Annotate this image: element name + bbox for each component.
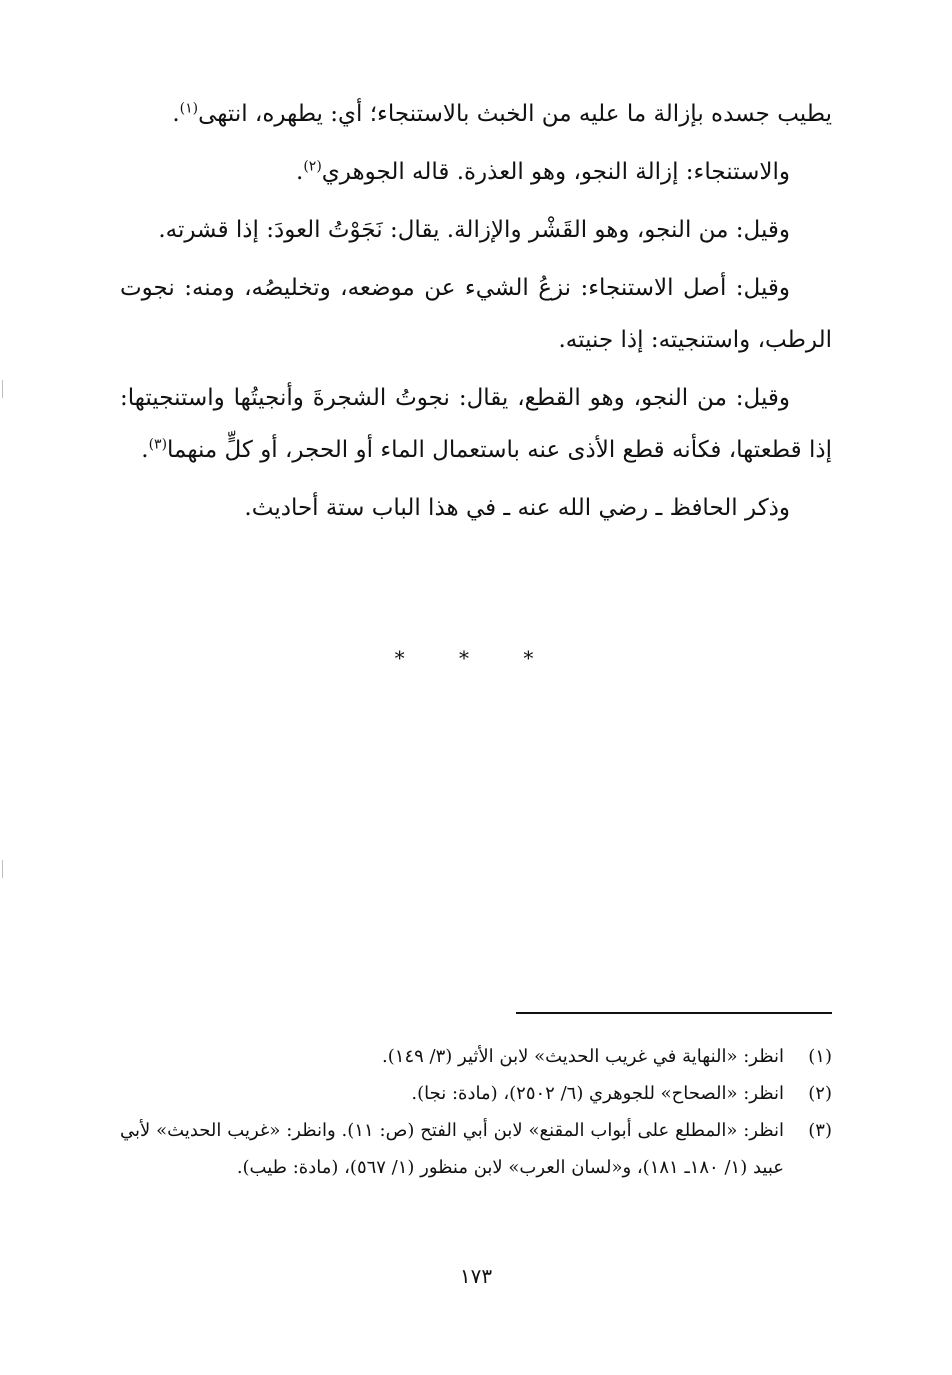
footnote-reference[interactable]: (٢) bbox=[303, 158, 322, 175]
paragraph bbox=[120, 204, 832, 256]
footnote-text: انظر: «النهاية في غريب الحديث» لابن الأثير (٣/ ١٤٩). bbox=[382, 1046, 784, 1067]
footnote-divider bbox=[516, 1012, 832, 1014]
footnote-text: انظر: «الصحاح» للجوهري (٦/ ٢٥٠٢)، (مادة: نجا). bbox=[411, 1083, 784, 1104]
footnote-reference[interactable]: (٣) bbox=[148, 436, 168, 453]
footnote bbox=[120, 1075, 832, 1112]
paragraph-text: والاستنجاء: إزالة النجو، وهو العذرة. قاله الجوهري bbox=[321, 159, 790, 185]
paragraph-tail: . bbox=[141, 437, 149, 463]
footnote-text: انظر: «المطلع على أبواب المقنع» لابن أبي الفتح (ص: ١١). وانظر: «غريب الحديث» لأبي عبيد (١/ ١٨٠ـ ١٨١)، و«لسان العرب» لابن منظور (١/ ٥٦٧)، (مادة: طيب). bbox=[120, 1120, 784, 1178]
paragraph bbox=[120, 88, 832, 140]
main-text bbox=[120, 88, 832, 540]
paragraph-text: وقيل: من النجو، وهو القطع، يقال: نجوتُ الشجرةَ وأنجيتُها واستنجيتها: إذا قطعتها، فكأنه قطع الأذى عنه باستعمال الماء أو الحجر، أو كلٍّ منهما bbox=[120, 385, 832, 463]
paragraph-text: وقيل: من النجو، وهو القَشْر والإزالة. يقال: نَجَوْتُ العودَ: إذا قشرته. bbox=[158, 217, 790, 243]
footnote-number: (٢) bbox=[808, 1083, 832, 1104]
scan-margin-mark bbox=[2, 860, 3, 878]
paragraph bbox=[120, 372, 832, 476]
paragraph-tail: . bbox=[172, 101, 180, 127]
page-number: ١٧٣ bbox=[459, 1264, 493, 1288]
paragraph bbox=[120, 262, 832, 366]
footnotes bbox=[120, 1038, 832, 1186]
footnote-reference[interactable]: (١) bbox=[179, 100, 199, 117]
paragraph-text: وقيل: أصل الاستنجاء: نزعُ الشيء عن موضعه، وتخليصُه، ومنه: نجوت الرطب، واستنجيته: إذا جنيته. bbox=[120, 275, 832, 353]
footnote-number: (١) bbox=[808, 1046, 832, 1067]
paragraph-text: يطيب جسده بإزالة ما عليه من الخبث بالاستنجاء؛ أي: يطهره، انتهى bbox=[198, 101, 832, 127]
paragraph bbox=[120, 482, 832, 534]
section-separator: * * * bbox=[394, 646, 558, 670]
paragraph-text: وذكر الحافظ ـ رضي الله عنه ـ في هذا الباب ستة أحاديث. bbox=[244, 495, 790, 521]
paragraph bbox=[120, 146, 832, 198]
footnote bbox=[120, 1112, 832, 1186]
paragraph-tail: . bbox=[296, 159, 304, 185]
footnote-number: (٣) bbox=[808, 1120, 832, 1141]
scan-margin-mark bbox=[2, 380, 3, 398]
footnote bbox=[120, 1038, 832, 1075]
